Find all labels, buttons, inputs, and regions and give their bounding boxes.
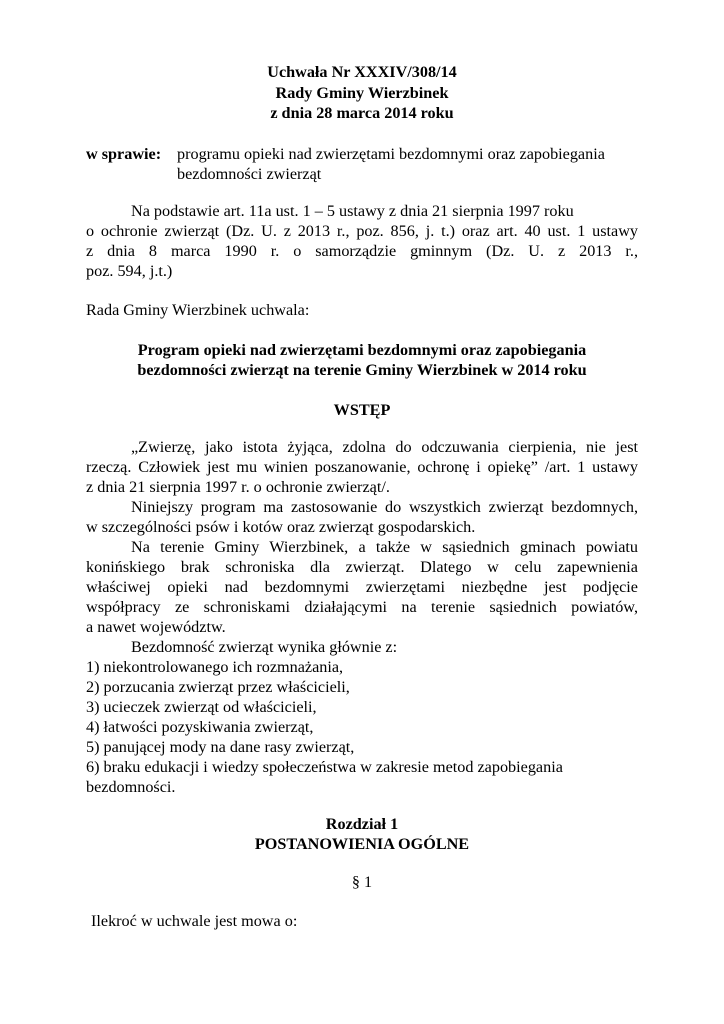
section-number: § 1 (351, 873, 373, 891)
intro-p1-line-2: rzeczą. Człowiek jest mu winien poszanowanie, ochronę i opiekę” /art. 1 ustawy (86, 458, 638, 476)
definitions-intro: Ilekroć w uchwale jest mowa o: (91, 912, 298, 930)
resolution-date: z dnia 28 marca 2014 roku (270, 104, 454, 122)
chapter-title: POSTANOWIENIA OGÓLNE (254, 835, 470, 853)
intro-p3-line-2: konińskiego brak schroniska dla zwierząt. Dlatego w celu zapewnienia (86, 558, 638, 576)
subject-line-1: programu opieki nad zwierzętami bezdomnymi oraz zapobiegania (177, 145, 605, 163)
intro-p3-line-1: Na terenie Gminy Wierzbinek, a także w sąsiednich gminach powiatu (131, 538, 638, 556)
basis-line-4: poz. 594, j.t.) (86, 262, 173, 280)
intro-p1-line-1: „Zwierzę, jako istota żyjąca, zdolna do odczuwania cierpienia, nie jest (131, 438, 638, 456)
intro-p3-line-3: właściwej opieki nad bezdomnymi zwierzętami niezbędne jest podjęcie (86, 578, 638, 596)
list-item: 2) porzucania zwierząt przez właścicieli, (86, 678, 350, 696)
intro-p2-line-1: Niniejszy program ma zastosowanie do wszystkich zwierząt bezdomnych, (131, 498, 638, 516)
intro-p3-line-5: a nawet województw. (86, 618, 226, 636)
subject-label: w sprawie: (86, 145, 162, 163)
list-item: 6) braku edukacji i wiedzy społeczeństwa w zakresie metod zapobiegania (86, 758, 563, 776)
program-title-line-2: bezdomności zwierząt na terenie Gminy Wierzbinek w 2014 roku (137, 361, 587, 379)
subject-line-2: bezdomności zwierząt (177, 165, 322, 183)
list-item: 4) łatwości pozyskiwania zwierząt, (86, 718, 314, 736)
intro-p2-line-2: w szczególności psów i kotów oraz zwierząt gospodarskich. (86, 518, 476, 536)
council-name: Rady Gminy Wierzbinek (275, 84, 449, 102)
intro-p1-line-3: z dnia 21 sierpnia 1997 r. o ochronie zwierząt/. (86, 478, 390, 496)
list-item: 5) panującej mody na dane rasy zwierząt, (86, 738, 355, 756)
basis-line-2: o ochronie zwierząt (Dz. U. z 2013 r., poz. 856, j. t.) oraz art. 40 ust. 1 ustawy (86, 222, 638, 240)
intro-p3-line-4: współpracy ze schroniskami działającymi na terenie sąsiednich powiatów, (86, 598, 638, 616)
chapter-number: Rozdział 1 (325, 815, 399, 833)
basis-line-3: z dnia 8 marca 1990 r. o samorządzie gminnym (Dz. U. z 2013 r., (86, 242, 638, 260)
basis-line-1: Na podstawie art. 11a ust. 1 – 5 ustawy z dnia 21 sierpnia 1997 roku (131, 202, 574, 220)
list-item-continuation: bezdomności. (86, 778, 176, 796)
program-title-line-1: Program opieki nad zwierzętami bezdomnymi oraz zapobiegania (137, 341, 587, 359)
list-item: 3) ucieczek zwierząt od właścicieli, (86, 698, 317, 716)
resolution-number: Uchwała Nr XXXIV/308/14 (267, 63, 457, 81)
resolves-text: Rada Gminy Wierzbinek uchwala: (86, 301, 310, 319)
intro-heading: WSTĘP (333, 401, 391, 419)
intro-p4: Bezdomność zwierząt wynika głównie z: (131, 638, 398, 656)
list-item: 1) niekontrolowanego ich rozmnażania, (86, 658, 344, 676)
